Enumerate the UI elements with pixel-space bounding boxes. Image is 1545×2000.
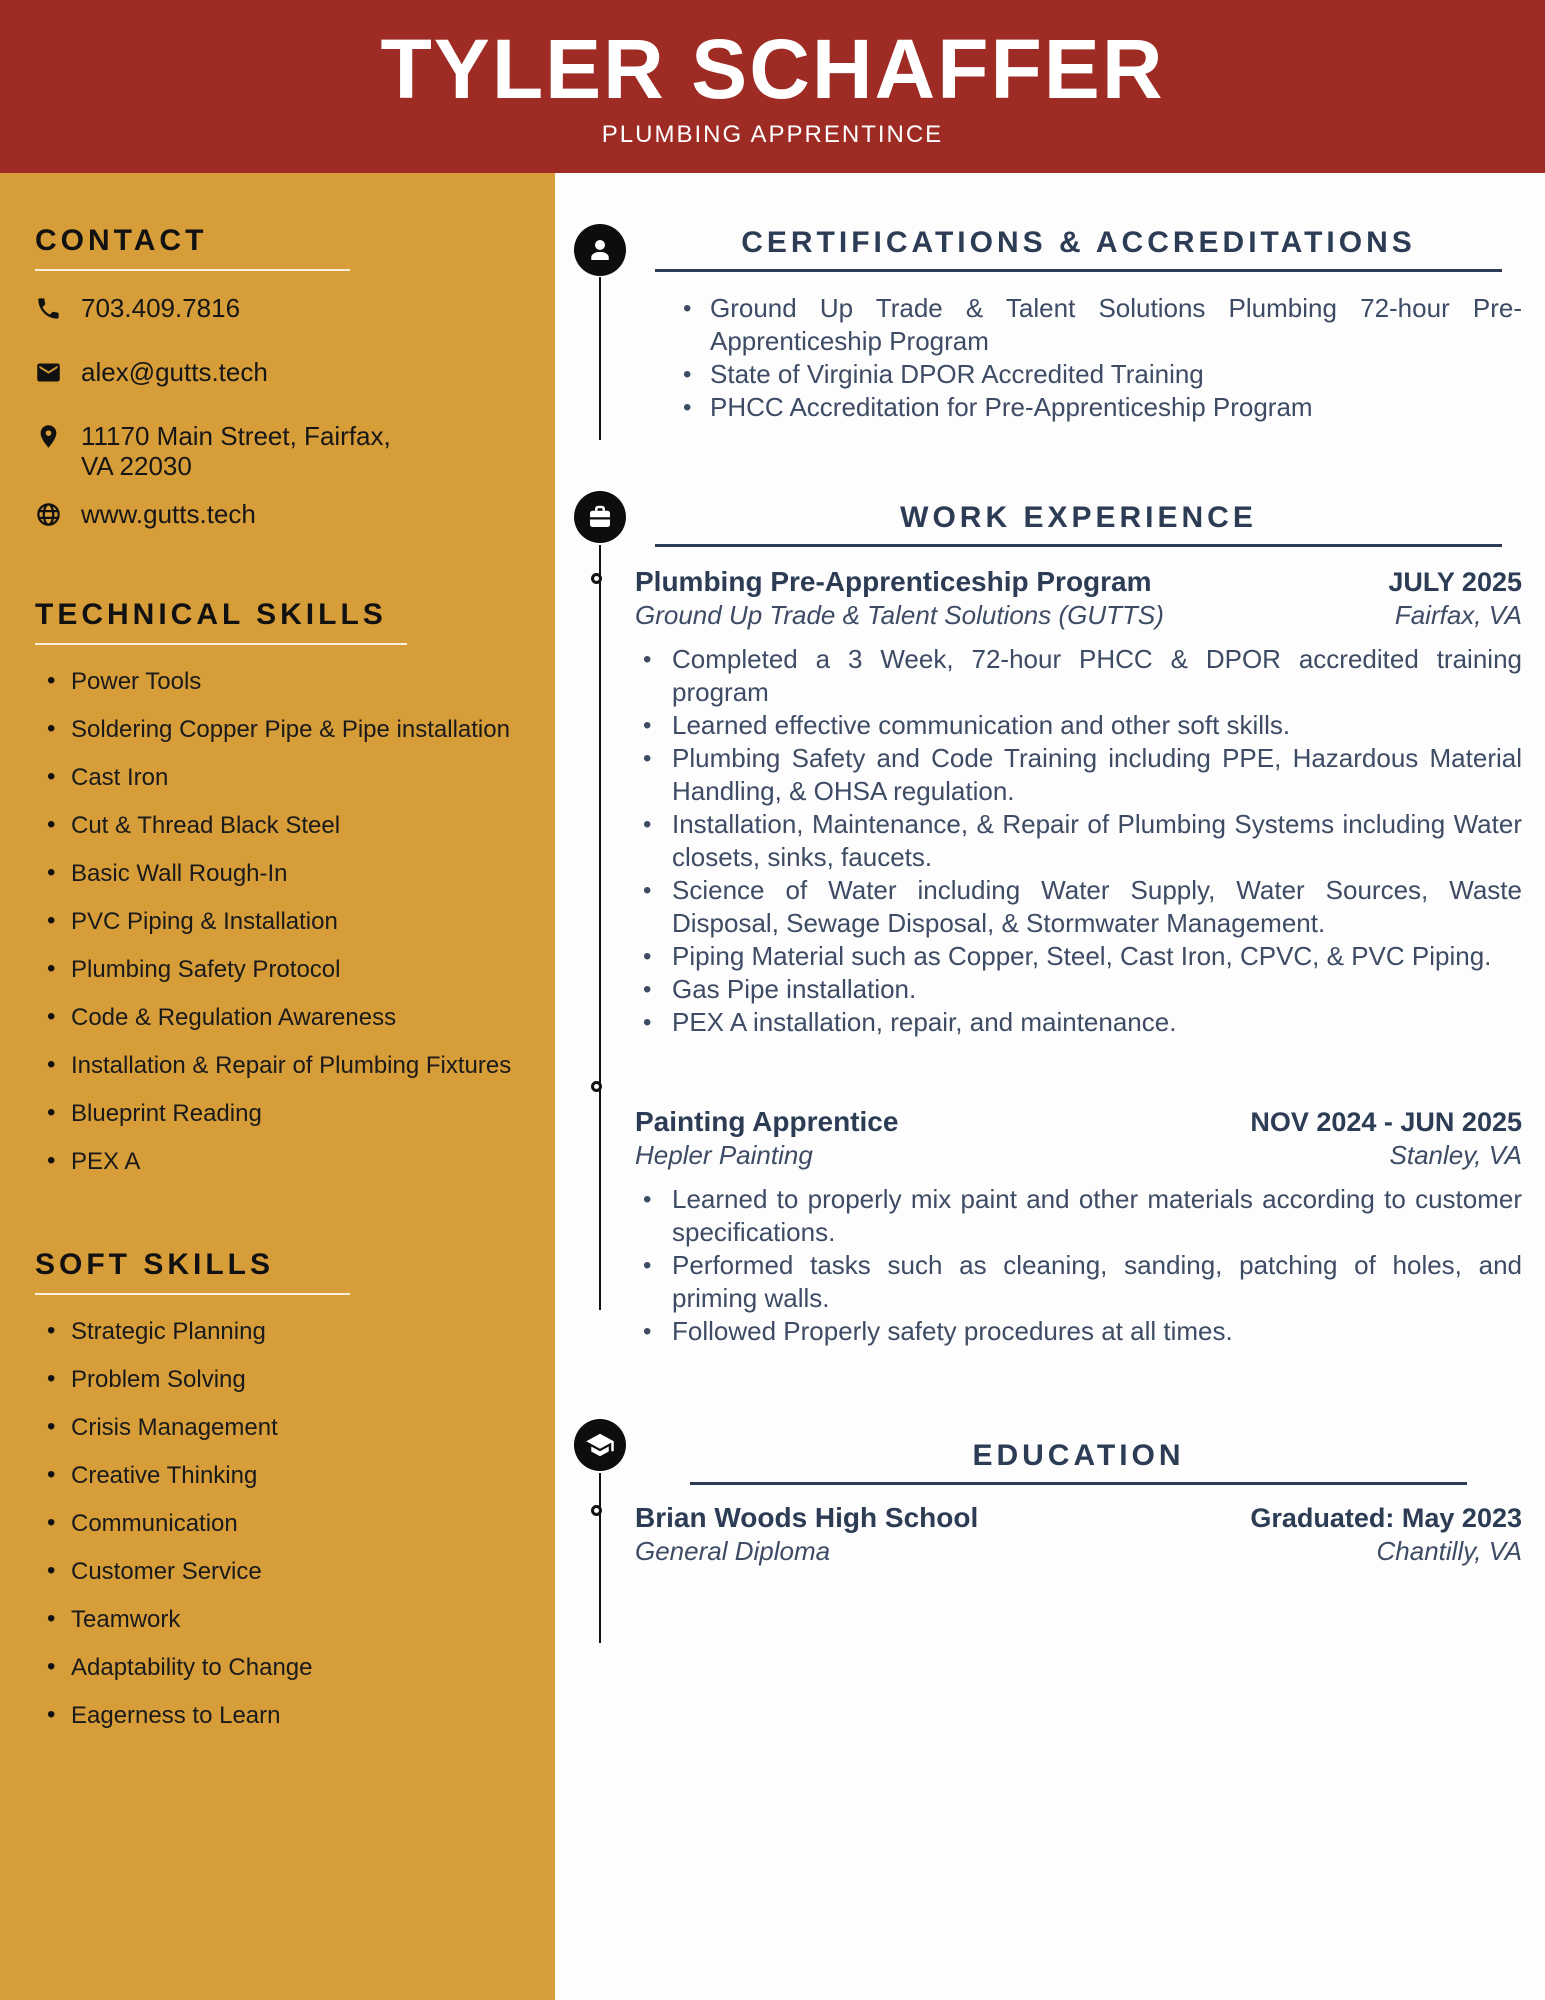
skill-item: • Plumbing Safety Protocol — [35, 955, 555, 985]
skill-item: • Installation & Repair of Plumbing Fixtures — [35, 1051, 555, 1081]
skill-item: • Code & Regulation Awareness — [35, 1003, 555, 1033]
street-address — [81, 421, 391, 481]
skill-item: • Teamwork — [35, 1605, 555, 1635]
job-subtitle-row — [635, 1139, 1522, 1171]
certifications-section — [635, 225, 1522, 424]
job-subtitle-row — [635, 599, 1522, 631]
school-location: Chantilly, VA — [1376, 1536, 1522, 1566]
soft-skills-section — [35, 1247, 555, 1731]
skill-item: • Creative Thinking — [35, 1461, 555, 1491]
briefcase-icon — [574, 491, 626, 543]
contact-underline — [35, 269, 350, 271]
job-title: Painting Apprentice — [635, 1106, 899, 1137]
degree-name: General Diploma — [635, 1536, 831, 1566]
phone-icon — [35, 295, 62, 322]
person-icon — [574, 224, 626, 276]
job-bullet: • Learned effective communication and other soft skills. — [635, 709, 1522, 742]
technical-skills-underline — [35, 643, 407, 645]
timeline-marker — [591, 573, 602, 584]
skill-item: • PVC Piping & Installation — [35, 907, 555, 937]
job-bullet: • Plumbing Safety and Code Training including PPE, Hazardous Material Handling, & OHSA regulation. — [635, 742, 1522, 808]
job-date: JULY 2025 — [1388, 567, 1522, 597]
job-title-row — [635, 1105, 1522, 1139]
certification-item: • PHCC Accreditation for Pre-Apprenticeship Program — [635, 391, 1522, 424]
certifications-list — [635, 292, 1522, 424]
timeline-marker — [591, 1081, 602, 1092]
soft-skills-underline — [35, 1293, 350, 1295]
job-date: NOV 2024 - JUN 2025 — [1250, 1107, 1522, 1137]
work-experience-section — [635, 500, 1522, 1348]
job-title: Plumbing Pre-Apprenticeship Program — [635, 566, 1152, 597]
skill-item: • Blueprint Reading — [35, 1099, 555, 1129]
skill-item: • Cut & Thread Black Steel — [35, 811, 555, 841]
contact-row-address — [35, 421, 555, 481]
certifications-underline — [655, 269, 1502, 272]
job-company: Hepler Painting — [635, 1140, 813, 1170]
timeline-marker — [591, 1505, 602, 1516]
contact-heading: CONTACT — [35, 224, 208, 257]
job-bullet-list — [635, 1183, 1522, 1348]
job-location: Stanley, VA — [1389, 1140, 1522, 1170]
sidebar — [0, 173, 555, 2000]
skill-item: • Soldering Copper Pipe & Pipe installation — [35, 715, 555, 745]
skill-item: • Adaptability to Change — [35, 1653, 555, 1683]
job-bullet: • Performed tasks such as cleaning, sanding, patching of holes, and priming walls. — [635, 1249, 1522, 1315]
phone-number: 703.409.7816 — [81, 293, 241, 323]
skill-item: • Communication — [35, 1509, 555, 1539]
soft-skills-list — [35, 1317, 555, 1731]
person-name: TYLER SCHAFFER — [380, 21, 1165, 116]
timeline-line — [599, 545, 601, 1310]
graduation-date: Graduated: May 2023 — [1250, 1503, 1522, 1533]
soft-skills-heading: SOFT SKILLS — [35, 1248, 274, 1281]
work-experience-heading: WORK EXPERIENCE — [900, 501, 1257, 534]
education-subtitle-row — [635, 1535, 1522, 1567]
job-bullet: • Science of Water including Water Supply, Water Sources, Waste Disposal, Sewage Disposal, & Stormwater Management. — [635, 874, 1522, 940]
job-bullet: • PEX A installation, repair, and maintenance. — [635, 1006, 1522, 1039]
job-bullet: • Learned to properly mix paint and other materials according to customer specifications. — [635, 1183, 1522, 1249]
skill-item: • PEX A — [35, 1147, 555, 1177]
education-underline — [690, 1482, 1467, 1485]
header-banner — [0, 0, 1545, 173]
certification-item: • State of Virginia DPOR Accredited Training — [635, 358, 1522, 391]
contact-list — [35, 293, 555, 529]
skill-item: • Customer Service — [35, 1557, 555, 1587]
graduation-cap-icon — [574, 1419, 626, 1471]
job-company: Ground Up Trade & Talent Solutions (GUTTS) — [635, 600, 1164, 630]
address-line-2: VA 22030 — [81, 451, 192, 481]
skill-item: • Crisis Management — [35, 1413, 555, 1443]
main-column — [555, 173, 1545, 2000]
contact-row-email — [35, 357, 555, 387]
timeline-line — [599, 277, 601, 440]
location-pin-icon — [35, 423, 62, 450]
skill-item: • Power Tools — [35, 667, 555, 697]
job-entry-painting — [635, 1105, 1522, 1348]
education-section — [635, 1438, 1522, 1567]
email-address: alex@gutts.tech — [81, 357, 268, 387]
timeline-line — [599, 1473, 601, 1643]
contact-row-website — [35, 499, 555, 529]
technical-skills-heading: TECHNICAL SKILLS — [35, 598, 387, 631]
globe-icon — [35, 501, 62, 528]
job-headline: PLUMBING APPRENTINCE — [601, 120, 944, 148]
skill-item: • Problem Solving — [35, 1365, 555, 1395]
job-bullet: • Installation, Maintenance, & Repair of Plumbing Systems including Water closets, sinks, faucets. — [635, 808, 1522, 874]
job-entry-plumbing — [635, 565, 1522, 1039]
contact-section — [35, 223, 555, 529]
email-icon — [35, 359, 62, 386]
job-title-row — [635, 565, 1522, 599]
website-url: www.gutts.tech — [81, 499, 256, 529]
job-location: Fairfax, VA — [1394, 600, 1522, 630]
skill-item: • Cast Iron — [35, 763, 555, 793]
skill-item: • Strategic Planning — [35, 1317, 555, 1347]
job-bullet: • Gas Pipe installation. — [635, 973, 1522, 1006]
certification-item: • Ground Up Trade & Talent Solutions Plumbing 72-hour Pre-Apprenticeship Program — [635, 292, 1522, 358]
contact-row-phone — [35, 293, 555, 323]
skill-item: • Basic Wall Rough-In — [35, 859, 555, 889]
work-experience-underline — [655, 544, 1502, 547]
school-name: Brian Woods High School — [635, 1502, 979, 1533]
address-line-1: 11170 Main Street, Fairfax, — [81, 421, 391, 451]
job-bullet: • Completed a 3 Week, 72-hour PHCC & DPOR accredited training program — [635, 643, 1522, 709]
technical-skills-section — [35, 597, 555, 1177]
technical-skills-list — [35, 667, 555, 1177]
education-heading: EDUCATION — [972, 1439, 1185, 1472]
job-bullet-list — [635, 643, 1522, 1039]
certifications-heading: CERTIFICATIONS & ACCREDITATIONS — [741, 226, 1416, 259]
job-bullet: • Followed Properly safety procedures at all times. — [635, 1315, 1522, 1348]
education-title-row — [635, 1501, 1522, 1535]
skill-item: • Eagerness to Learn — [35, 1701, 555, 1731]
job-bullet: • Piping Material such as Copper, Steel, Cast Iron, CPVC, & PVC Piping. — [635, 940, 1522, 973]
